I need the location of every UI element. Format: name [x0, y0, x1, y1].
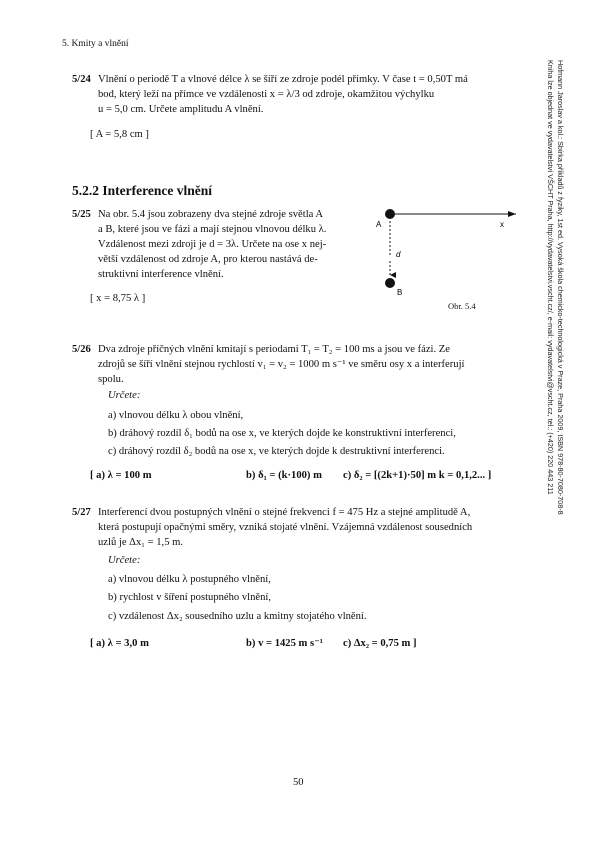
answer-a: [ a) λ = 3,0 m: [90, 638, 149, 649]
list-item: a) vlnovou délku λ obou vlnění,: [108, 410, 244, 421]
list-item: c) dráhový rozdíl δ₂ bodů na ose x, ve kterých dojde k destruktivní interferenci.: [108, 446, 445, 457]
label-a: A: [376, 220, 382, 229]
section-heading: 5.2.2 Interference vlnění: [72, 183, 212, 198]
problem-line: Dva zdroje příčných vlnění kmitají s periodami T₁ = T₂ = 100 ms a jsou ve fázi. Ze: [98, 344, 450, 355]
label-x: x: [500, 220, 504, 229]
problem-line: uzlů je Δx₁ = 1,5 m.: [98, 537, 184, 548]
label-b: B: [397, 288, 403, 297]
side-note-line-1: Hofmann Jaroslav a kol.: Sbírka příkladů z fyziky, 1st ed. Vysoká škola chemicko-technologická v Praze, Praha 2009, ISBN 978-80-7080-708-8: [556, 60, 565, 515]
problem-line: zdrojů se šíří vlnění stejnou rychlostí v₁ = v₂ = 1000 m s⁻¹ ve směru osy x a interferují: [98, 359, 465, 370]
answer-b: b) δ₁ = (k·100) m: [246, 470, 322, 481]
label-d: d: [396, 250, 401, 259]
list-item: a) vlnovou délku λ postupného vlnění,: [108, 574, 271, 585]
list-item: b) rychlost v šíření postupného vlnění,: [108, 592, 272, 603]
problem-line: větší vzdálenost od zdroje A, pro kterou nastává de-: [98, 254, 318, 265]
answer-a: [ a) λ = 100 m: [90, 470, 152, 481]
figure-5-4: [360, 205, 520, 315]
problem-line: spolu.: [98, 374, 124, 385]
problem-line: bod, který leží na přímce ve vzdálenosti x = λ/3 od zdroje, okamžitou výchylku: [98, 89, 435, 100]
answer: [ A = 5,8 cm ]: [90, 129, 149, 140]
source-a-dot: [385, 209, 395, 219]
source-b-dot: [385, 278, 395, 288]
task-label: Určete:: [108, 390, 141, 401]
problem-line: a B, které jsou ve fázi a mají stejnou vlnovou délku λ.: [98, 224, 327, 235]
list-item: b) dráhový rozdíl δ₁ bodů na ose x, ve kterých dojde ke konstruktivní interferenci,: [108, 428, 456, 439]
problem-line: u = 5,0 cm. Určete amplitudu A vlnění.: [98, 104, 264, 115]
page-number: 50: [293, 777, 304, 788]
side-note-line-2: Kniha lze objednat ve vydavatelství VŠCHT Praha, http://vydavatelstvi.vscht.cz/, e-mail: vydavatelstvi@vscht.cz, tel.: (+420) 220 443 211: [546, 60, 556, 495]
problem-line: Na obr. 5.4 jsou zobrazeny dva stejné zdroje světla A: [98, 209, 324, 220]
problem-number: 5/26: [72, 344, 91, 355]
problem-line: struktivní interference vlnění.: [98, 269, 224, 280]
problem-line: která postupují opačnými směry, vzniká stojaté vlnění. Vzájemná vzdálenost sousedních: [98, 522, 473, 533]
problem-line: Interferencí dvou postupných vlnění o stejné frekvenci f = 475 Hz a stejné amplitudě A,: [98, 507, 471, 518]
problem-number: 5/25: [72, 209, 91, 220]
answer: [ x = 8,75 λ ]: [90, 293, 146, 304]
side-note: [535, 60, 565, 850]
problem-line: Vzdálenost mezi zdroji je d = 3λ. Určete na ose x nej-: [98, 239, 327, 250]
problem-number: 5/24: [72, 74, 91, 85]
problem-number: 5/27: [72, 507, 91, 518]
running-header: 5. Kmity a vlnění: [62, 39, 129, 49]
task-label: Určete:: [108, 555, 141, 566]
answer-c: c) Δx₂ = 0,75 m ]: [343, 638, 417, 649]
list-item: c) vzdálenost Δx₂ sousedního uzlu a kmitny stojatého vlnění.: [108, 611, 367, 622]
answer-c: c) δ₂ = [(2k+1)·50] m k = 0,1,2... ]: [343, 470, 492, 481]
figure-caption: Obr. 5.4: [448, 301, 476, 311]
problem-line: Vlnění o periodě T a vlnové délce λ se šíří ze zdroje podél přímky. V čase t = 0,50T má: [98, 74, 468, 85]
answer-b: b) v = 1425 m s⁻¹: [246, 638, 323, 649]
